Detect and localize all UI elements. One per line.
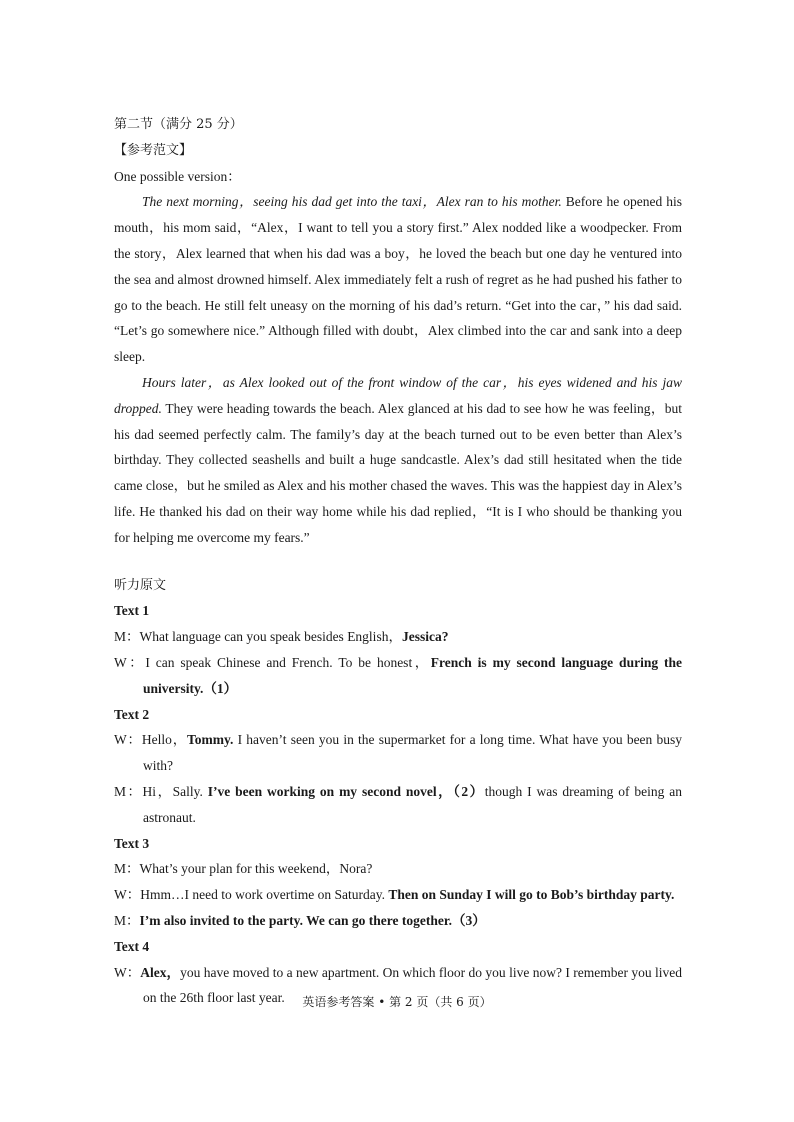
speaker-label: M：	[114, 912, 140, 928]
dialogue-line	[114, 624, 682, 650]
essay-p1-opening: The next morning，seeing his dad get into the taxi，Alex ran to his mother.	[142, 194, 562, 210]
speaker-label: W：	[114, 654, 146, 670]
essay-p2-opening: Hours later，as Alex looked out of the front window of the car，his eyes widened and his jaw dropped.	[114, 374, 682, 416]
text-heading: Text 3	[114, 835, 150, 851]
page-content	[114, 112, 682, 1011]
dialogue-line	[114, 779, 682, 831]
version-label: One possible version：	[114, 168, 241, 184]
essay-p2-body: They were heading towards the beach. Alex glanced at his dad to see how he was feeling，but his dad seemed perfectly calm. The family’s day at the beach turned out to be even better than Alex’s birthday. They collected seashells and built a huge sandcastle. Alex’s dad still hesitated when the tide came close，but he smiled as Alex and his mother chased the waves. This was the happiest day in Alex’s life. He thanked his dad on their way home while his dad replied，“It is I who should be thanking you for helping me overcome my fears.”	[114, 400, 682, 545]
dialogue-highlight: I’m also invited to the party. We can go there together.（3）	[139, 912, 486, 928]
reference-title: 【参考范文】	[114, 142, 193, 158]
speaker-label: M：	[114, 783, 143, 799]
dialogue-highlight: Then on Sunday I will go to Bob’s birthday party.	[388, 887, 675, 903]
dialogue-highlight: I’ve been working on my second novel，（2）	[207, 783, 485, 799]
dialogue-line	[114, 727, 682, 779]
speaker-label: M：	[114, 861, 140, 877]
dialogue-text: Hi，Sally.	[142, 783, 208, 799]
dialogue-highlight: Jessica?	[401, 629, 449, 645]
speaker-label: W：	[114, 732, 142, 748]
dialogue-text: Hmm…I need to work overtime on Saturday.	[140, 887, 389, 903]
dialogue-highlight: French is my second language during the university.（1）	[143, 654, 682, 696]
listening-title: 听力原文	[114, 577, 167, 593]
dialogue-text: What’s your plan for this weekend，Nora?	[139, 861, 373, 877]
dialogue-text-tail: though I was dreaming of being an astronaut.	[143, 783, 682, 825]
page-footer: 英语参考答案 • 第 2 页（共 6 页）	[302, 995, 492, 1009]
text-heading: Text 2	[114, 706, 150, 722]
dialogue-text-tail: I haven’t seen you in the supermarket for a long time. What have you been busy with?	[143, 732, 682, 774]
listening-texts	[114, 598, 682, 1011]
speaker-label: W：	[114, 964, 141, 980]
essay-paragraph-1	[114, 189, 682, 370]
speaker-label: W：	[114, 887, 141, 903]
section-title: 第二节（满分 25 分）	[114, 117, 243, 132]
dialogue-text: Hello，	[141, 732, 188, 748]
dialogue-line	[114, 908, 682, 934]
dialogue-text: I can speak Chinese and French. To be honest，	[145, 654, 431, 670]
dialogue-text-tail: you have moved to a new apartment. On which floor do you live now? I remember you lived on the 26th floor last year.	[143, 964, 682, 1006]
dialogue-line	[114, 856, 682, 882]
spacer	[114, 551, 682, 573]
essay-paragraph-2	[114, 370, 682, 551]
dialogue-highlight: Alex，	[140, 964, 181, 980]
dialogue-line	[114, 650, 682, 702]
text-heading: Text 4	[114, 938, 150, 954]
essay-p1-body: Before he opened his mouth，his mom said，“Alex，I want to tell you a story first.” Alex nodded like a woodpecker. From the story，Alex learned that when his dad was a boy，he loved the beach but one day he ventured into the sea and almost drowned himself. Alex immediately felt a rush of regret as he had pushed his father to go to the beach. He still felt uneasy on the morning of his dad’s return. “Get into the car，” his dad said. “Let’s go somewhere nice.” Although filled with doubt，Alex climbed into the car and sank into a deep sleep.	[114, 194, 682, 365]
dialogue-text: What language can you speak besides English，	[139, 629, 402, 645]
speaker-label: M：	[114, 629, 140, 645]
dialogue-highlight: Tommy.	[187, 732, 234, 748]
dialogue-line	[114, 882, 682, 908]
text-heading: Text 1	[114, 603, 150, 619]
sample-essay	[114, 189, 682, 550]
